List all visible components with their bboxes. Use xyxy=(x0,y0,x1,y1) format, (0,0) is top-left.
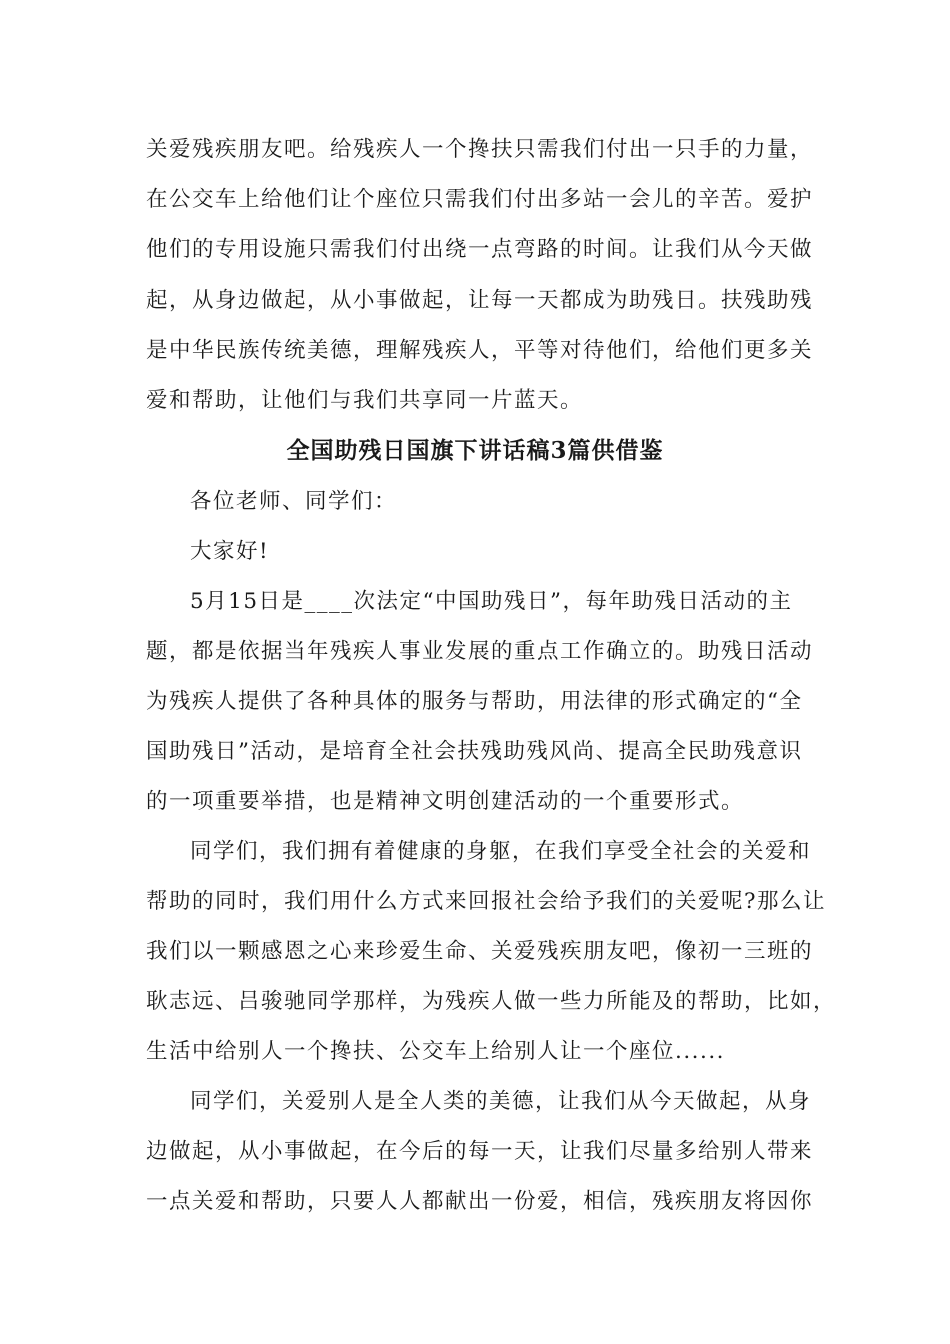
paragraph-line: 关爱残疾朋友吧。给残疾人一个搀扶只需我们付出一只手的力量， xyxy=(146,137,814,162)
paragraph-line: 爱和帮助，让他们与我们共享同一片蓝天。 xyxy=(146,388,584,413)
document-title: 全国助残日国旗下讲话稿3篇供借鉴 xyxy=(286,437,664,464)
paragraph-line: 我们以一颗感恩之心来珍爱生命、关爱残疾朋友吧，像初一三班的 xyxy=(146,939,814,964)
paragraph-line: 的一项重要举措，也是精神文明创建活动的一个重要形式。 xyxy=(146,789,745,814)
paragraph-line: 生活中给别人一个搀扶、公交车上给别人让一个座位...... xyxy=(146,1039,726,1064)
paragraph-line: 在公交车上给他们让个座位只需我们付出多站一会儿的辛苦。爱护 xyxy=(146,187,814,212)
paragraph-line: 国助残日”活动，是培育全社会扶残助残风尚、提高全民助残意识 xyxy=(146,739,803,764)
greeting: 各位老师、同学们： xyxy=(190,489,398,514)
paragraph-line: 5月15日是____次法定“中国助残日”，每年助残日活动的主 xyxy=(190,589,793,614)
paragraph-line: 为残疾人提供了各种具体的服务与帮助，用法律的形式确定的“全 xyxy=(146,689,803,714)
paragraph-line: 是中华民族传统美德，理解残疾人，平等对待他们，给他们更多关 xyxy=(146,338,814,363)
salutation: 大家好! xyxy=(190,539,270,564)
paragraph-line: 一点关爱和帮助，只要人人都献出一份爱，相信，残疾朋友将因你 xyxy=(146,1189,814,1214)
paragraph-line: 题，都是依据当年残疾人事业发展的重点工作确立的。助残日活动 xyxy=(146,639,814,664)
paragraph-line: 同学们，关爱别人是全人类的美德，让我们从今天做起，从身 xyxy=(190,1089,812,1114)
paragraph-line: 起，从身边做起，从小事做起，让每一天都成为助残日。扶残助残 xyxy=(146,288,814,313)
paragraph-line: 边做起，从小事做起，在今后的每一天，让我们尽量多给别人带来 xyxy=(146,1139,814,1164)
paragraph-line: 耿志远、吕骏驰同学那样，为残疾人做一些力所能及的帮助，比如， xyxy=(146,989,837,1014)
paragraph-line: 他们的专用设施只需我们付出绕一点弯路的时间。让我们从今天做 xyxy=(146,237,814,262)
paragraph-line: 同学们，我们拥有着健康的身躯，在我们享受全社会的关爱和 xyxy=(190,839,812,864)
paragraph-line: 帮助的同时，我们用什么方式来回报社会给予我们的关爱呢?那么让 xyxy=(146,889,827,914)
